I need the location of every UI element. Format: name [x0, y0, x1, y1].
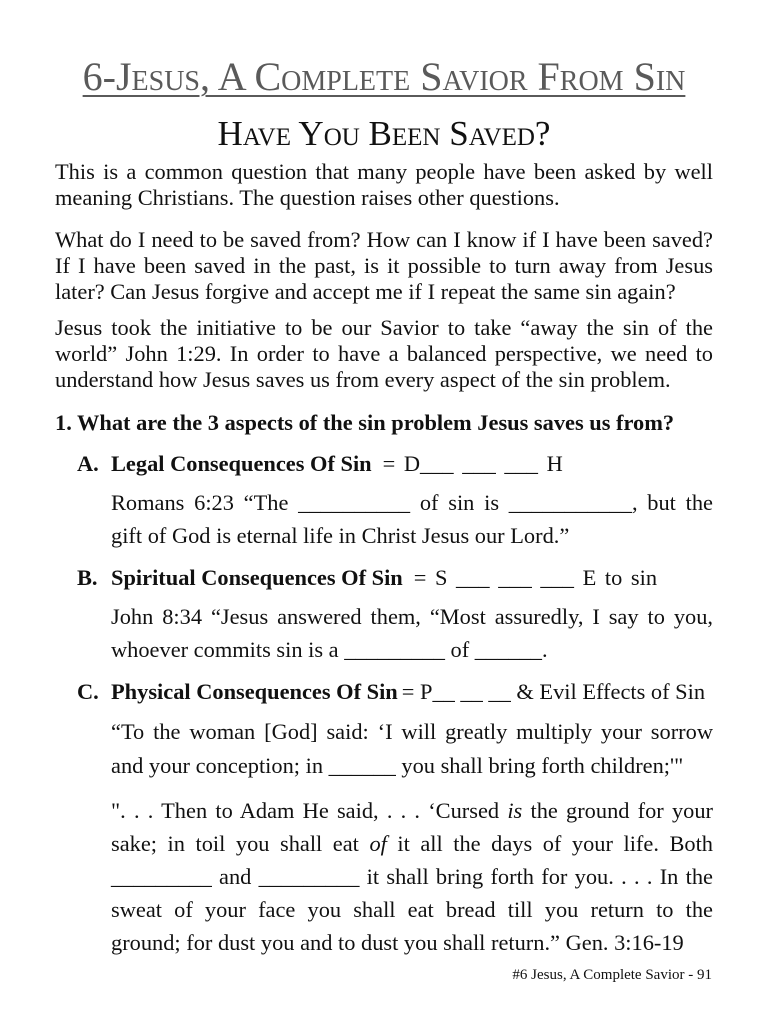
scripture-text: sake; in toil you shall eat [111, 831, 370, 856]
paragraph-line: later? Can Jesus forgive and accept me if I repeat the same sin again? [55, 279, 676, 304]
scripture-text: it all the days of your life. Both [386, 831, 713, 856]
fill-in-blank-answer: = S ___ ___ ___ E to sin [413, 565, 658, 590]
scripture-line: _________ and _________ it shall bring forth for you. . . . In the [111, 864, 713, 889]
study-question: 1. What are the 3 aspects of the sin problem Jesus saves us from? [55, 410, 675, 435]
paragraph-line: world” John 1:29. In order to have a balanced perspective, we need to [55, 341, 713, 366]
aspect-letter: C. [77, 679, 99, 704]
scripture-line: whoever commits sin is a _________ of ______. [111, 637, 548, 662]
aspect-label: Spiritual Consequences Of Sin [111, 565, 403, 590]
paragraph-line: meaning Christians. The question raises other questions. [55, 185, 560, 210]
intro-paragraph [55, 159, 713, 211]
aspect-label: Legal Consequences Of Sin [111, 451, 372, 476]
scripture-line [111, 827, 713, 860]
chapter-title: 6-Jesus, A Complete Savior From Sin [82, 54, 686, 99]
scripture-line: sweat of your face you shall eat bread till you return to the [111, 897, 713, 922]
aspect-heading-legal [77, 451, 713, 477]
scripture-line: John 8:34 “Jesus answered them, “Most assuredly, I say to you, [111, 604, 713, 629]
scripture-line: ground; for dust you and to dust you shall return.” Gen. 3:16-19 [111, 930, 684, 955]
italic-word: is [507, 798, 523, 823]
scripture-quote-romans [111, 486, 713, 552]
questions-paragraph [55, 227, 713, 305]
scripture-line [111, 794, 713, 827]
paragraph-line: This is a common question that many people have been asked by well [55, 159, 713, 184]
initiative-paragraph [55, 315, 713, 393]
scripture-line: gift of God is eternal life in Christ Jesus our Lord.” [111, 523, 570, 548]
aspect-label: Physical Consequences Of Sin [111, 679, 398, 704]
aspect-heading-physical [77, 679, 713, 705]
fill-in-blank-answer: = P__ __ __ & Evil Effects of Sin [401, 679, 706, 704]
scripture-quote-john [111, 600, 713, 666]
page-footer: #6 Jesus, A Complete Savior - 91 [512, 967, 712, 983]
fill-in-blank-answer: = D___ ___ ___ H [382, 451, 563, 476]
scripture-line: Romans 6:23 “The __________ of sin is ___________, but the [111, 490, 713, 515]
paragraph-line: understand how Jesus saves us from every aspect of the sin problem. [55, 367, 671, 392]
scripture-text: the ground for your [522, 798, 714, 823]
scripture-text: ". . . Then to Adam He said, . . . ‘Cursed [111, 798, 508, 823]
paragraph-line: Jesus took the initiative to be our Savior to take “away the sin of the [55, 315, 713, 340]
scripture-quote-woman [111, 715, 713, 783]
scripture-line: “To the woman [God] said: ‘I will greatly multiply your sorrow [111, 719, 713, 744]
aspect-letter: B. [77, 565, 98, 590]
paragraph-line: What do I need to be saved from? How can I know if I have been saved? [55, 227, 713, 252]
aspect-heading-spiritual [77, 565, 713, 591]
scripture-line: and your conception; in ______ you shall bring forth children;'" [111, 753, 684, 778]
scripture-quote-genesis [111, 794, 713, 959]
paragraph-line: If I have been saved in the past, is it possible to turn away from Jesus [55, 253, 713, 278]
section-heading: Have You Been Saved? [217, 114, 551, 153]
italic-word: of [369, 831, 387, 856]
aspect-letter: A. [77, 451, 99, 476]
